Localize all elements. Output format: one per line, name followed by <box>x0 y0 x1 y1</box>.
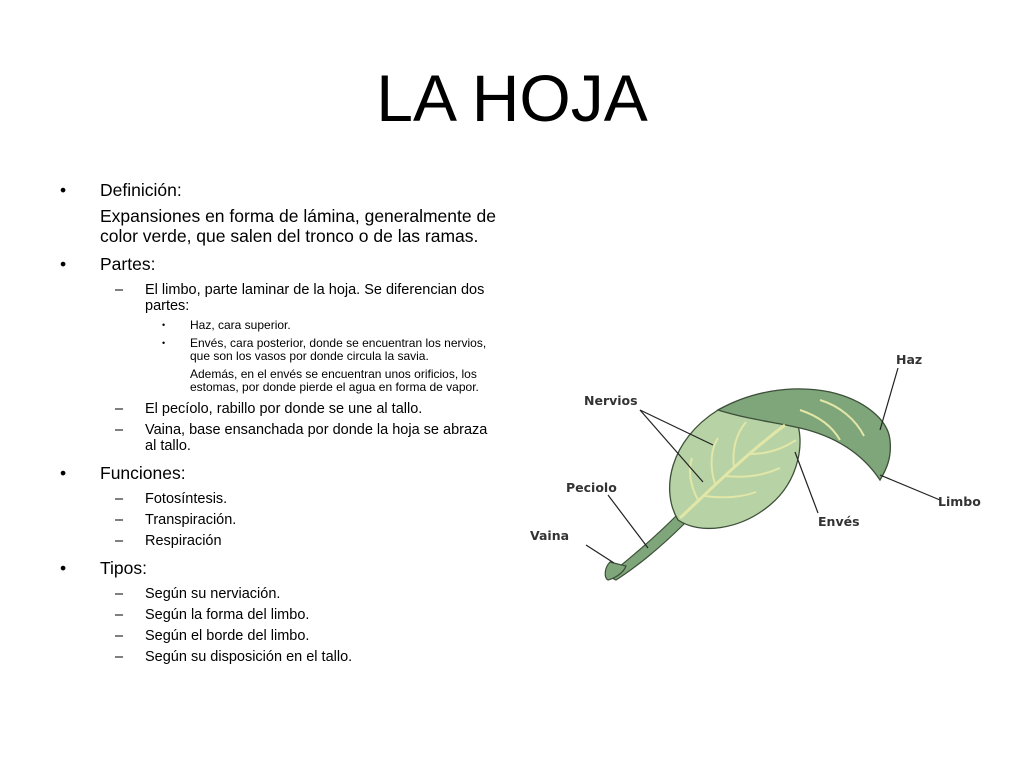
tipo-text: Según su nerviación. <box>145 585 281 602</box>
limbo-item <box>60 282 500 314</box>
vaina-item <box>60 422 500 454</box>
dash-marker: – <box>115 606 124 623</box>
label-nervios: Nervios <box>584 393 638 408</box>
bullet-marker: • <box>60 557 67 578</box>
definicion-heading: Definición: <box>100 180 182 200</box>
funcion-text: Transpiración. <box>145 511 237 528</box>
label-limbo: Limbo <box>938 494 981 509</box>
leaf-diagram <box>500 330 1024 620</box>
limbo-leader <box>880 475 940 500</box>
dash-marker: – <box>115 400 124 417</box>
definicion-text: Expansiones en forma de lámina, generalmente de color verde, que salen del tronco o de las ramas. <box>100 206 496 246</box>
bullet-marker: • <box>162 337 166 348</box>
dash-marker: – <box>115 282 124 298</box>
bullet-marker: • <box>162 320 166 330</box>
funcion-text: Respiración <box>145 532 222 549</box>
funcion-text: Fotosíntesis. <box>145 490 228 507</box>
enves-item <box>60 337 500 364</box>
bullet-marker: • <box>60 180 67 200</box>
dash-marker: – <box>115 648 124 665</box>
tipos-item <box>60 558 500 578</box>
tipo-nerviacion <box>60 586 500 602</box>
tipo-disposicion <box>60 649 500 665</box>
tipo-text: Según el borde del limbo. <box>145 627 310 644</box>
haz-item <box>60 319 500 333</box>
bullet-list <box>60 180 500 670</box>
dash-marker: – <box>115 490 124 507</box>
tipo-text: Según su disposición en el tallo. <box>145 648 353 665</box>
enves-leader <box>795 452 818 513</box>
bullet-marker: • <box>60 462 67 483</box>
partes-heading: Partes: <box>100 254 156 274</box>
leaf-illustration <box>500 330 1024 620</box>
funciones-item <box>60 463 500 483</box>
leaf-sheath <box>605 562 626 580</box>
partes-item <box>60 254 500 274</box>
tipo-forma-limbo <box>60 607 500 623</box>
peciolo-leader <box>608 495 648 548</box>
enves-text: Envés, cara posterior, donde se encuentran los nervios, que son los vasos por donde circula la savia. <box>190 335 487 363</box>
peciolo-text: El pecíolo, rabillo por donde se une al tallo. <box>145 400 423 417</box>
funcion-fotosintesis <box>60 491 500 507</box>
vaina-leader <box>586 545 614 563</box>
estomas-note: Además, en el envés se encuentran unos orificios, los estomas, por donde pierde el agua en forma de vapor. <box>190 366 479 394</box>
label-haz: Haz <box>896 352 923 367</box>
label-enves: Envés <box>818 514 860 529</box>
tipos-heading: Tipos: <box>100 557 148 578</box>
label-peciolo: Peciolo <box>566 480 617 495</box>
dash-marker: – <box>115 511 124 528</box>
haz-text: Haz, cara superior. <box>190 318 291 332</box>
slide-title: LA HOJA <box>376 61 648 135</box>
funcion-respiracion <box>60 533 500 549</box>
definicion-item <box>60 180 500 200</box>
label-vaina: Vaina <box>530 528 570 543</box>
bullet-marker: • <box>60 254 67 274</box>
dash-marker: – <box>115 585 124 602</box>
peciolo-item <box>60 401 500 417</box>
tipo-text: Según la forma del limbo. <box>145 606 310 623</box>
dash-marker: – <box>115 627 124 644</box>
tipo-borde-limbo <box>60 628 500 644</box>
limbo-text: El limbo, parte laminar de la hoja. Se diferencian dos partes: <box>145 282 485 314</box>
dash-marker: – <box>115 421 124 438</box>
vaina-text: Vaina, base ensanchada por donde la hoja se abraza al tallo. <box>145 421 488 454</box>
dash-marker: – <box>115 532 124 549</box>
funcion-transpiracion <box>60 512 500 528</box>
haz-leader <box>880 368 898 430</box>
funciones-heading: Funciones: <box>100 462 186 483</box>
